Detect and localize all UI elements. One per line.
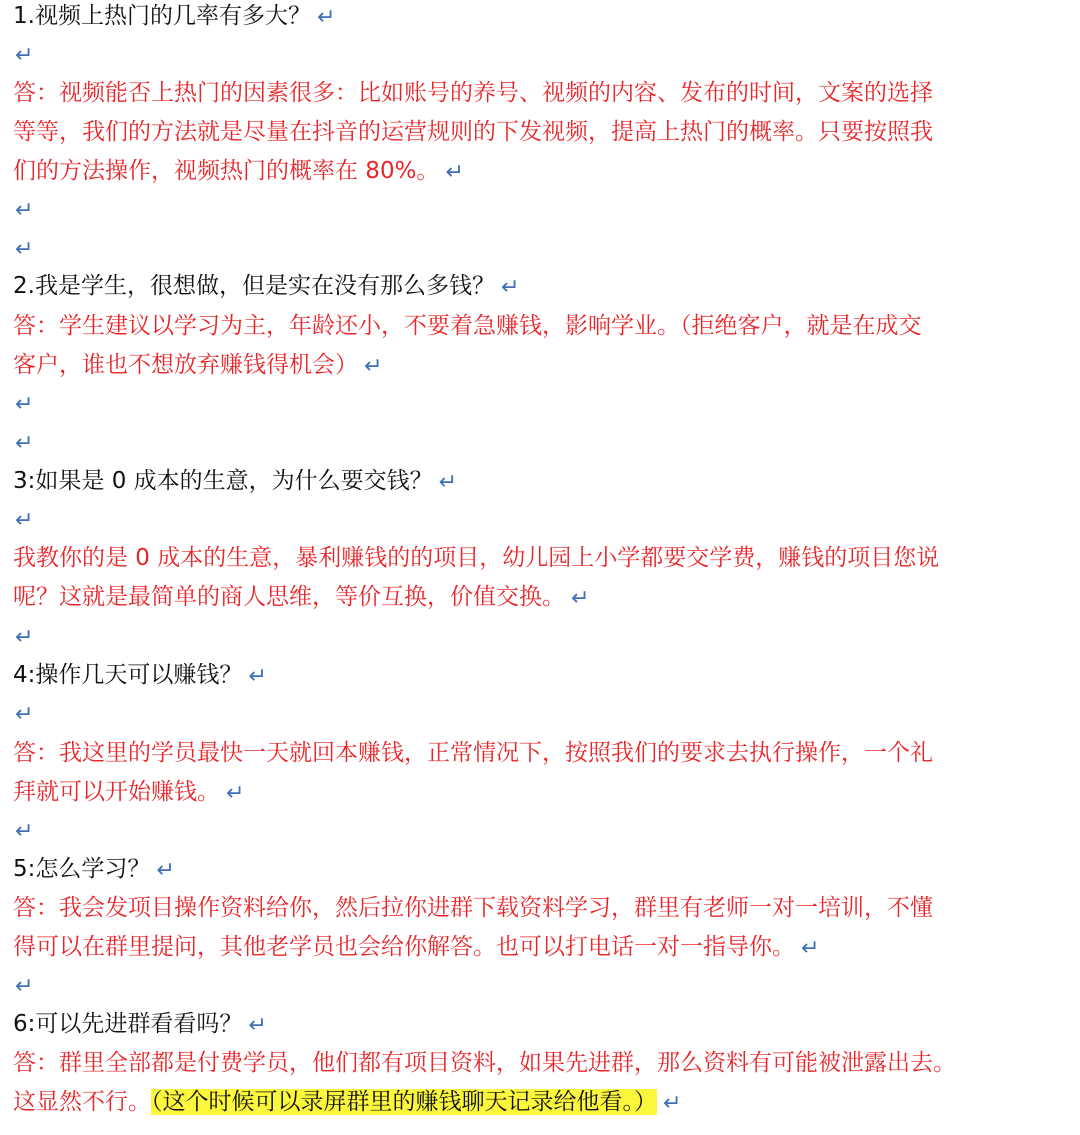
answer-text: 答：学生建议以学习为主，年龄还小，不要着急赚钱，影响学业。（拒绝客户，就是在成交 — [13, 313, 922, 339]
paragraph-mark-icon: ↵ — [438, 470, 458, 495]
paragraph-mark-icon: ↵ — [571, 586, 590, 611]
empty-line — [13, 500, 1065, 539]
answer-text: 客户，谁也不想放弃赚钱得机会） — [13, 352, 358, 378]
question-text: 1.视频上热门的几率有多大？ — [13, 3, 311, 29]
empty-line — [13, 966, 1065, 1005]
empty-line — [13, 617, 1065, 656]
answer-text: 拜就可以开始赚钱。 — [13, 779, 220, 805]
answer-3-line-1 — [13, 539, 1065, 578]
answer-text: 这显然不行。 — [13, 1089, 151, 1115]
paragraph-mark-icon: ↵ — [15, 819, 34, 844]
answer-text: 们的方法操作，视频热门的概率在 80%。 — [13, 158, 440, 184]
paragraph-mark-icon: ↵ — [15, 431, 34, 456]
paragraph-mark-icon: ↵ — [248, 1013, 267, 1038]
question-5 — [13, 850, 1065, 889]
empty-line — [13, 35, 1065, 74]
answer-4-line-2 — [13, 773, 1065, 812]
question-text: 2.我是学生，很想做，但是实在没有那么多钱？ — [13, 273, 495, 299]
paragraph-mark-icon: ↵ — [445, 160, 464, 185]
question-2 — [13, 267, 1065, 306]
paragraph-mark-icon: ↵ — [663, 1091, 682, 1116]
paragraph-mark-icon: ↵ — [15, 237, 34, 262]
answer-1-line-1 — [13, 74, 1065, 113]
answer-5-line-1 — [13, 889, 1065, 928]
empty-line — [13, 229, 1065, 268]
paragraph-mark-icon: ↵ — [15, 43, 34, 68]
answer-6-line-2 — [13, 1083, 1065, 1122]
answer-1-line-2 — [13, 113, 1065, 152]
answer-text: 答：群里全部都是付费学员，他们都有项目资料，如果先进群，那么资料有可能被泄露出去。 — [13, 1050, 956, 1076]
paragraph-mark-icon: ↵ — [15, 392, 34, 417]
paragraph-mark-icon: ↵ — [15, 625, 34, 650]
paragraph-mark-icon: ↵ — [248, 664, 267, 689]
paragraph-mark-icon: ↵ — [226, 781, 245, 806]
question-text: 3:如果是 0 成本的生意，为什么要交钱？ — [13, 468, 433, 494]
paragraph-mark-icon: ↵ — [15, 702, 34, 727]
answer-5-line-2 — [13, 928, 1065, 967]
answer-3-line-2 — [13, 578, 1065, 617]
paragraph-mark-icon: ↵ — [156, 858, 175, 883]
answer-1-line-3 — [13, 152, 1065, 191]
question-text: 4:操作几天可以赚钱？ — [13, 662, 243, 688]
answer-text: 答：我这里的学员最快一天就回本赚钱，正常情况下，按照我们的要求去执行操作，一个礼 — [13, 740, 933, 766]
paragraph-mark-icon: ↵ — [364, 354, 383, 379]
paragraph-mark-icon: ↵ — [15, 198, 34, 223]
paragraph-mark-icon: ↵ — [316, 5, 336, 30]
question-text: 6:可以先进群看看吗？ — [13, 1011, 243, 1037]
question-text: 5:怎么学习？ — [13, 856, 151, 882]
empty-line — [13, 190, 1065, 229]
answer-text: 答：我会发项目操作资料给你，然后拉你进群下载资料学习，群里有老师一对一培训，不懂 — [13, 895, 933, 921]
answer-2-line-2 — [13, 346, 1065, 385]
answer-6-line-1 — [13, 1044, 1065, 1083]
answer-text: 我教你的是 0 成本的生意，暴利赚钱的的项目，幼儿园上小学都要交学费，赚钱的项目您说 — [13, 545, 940, 571]
answer-text: 得可以在群里提问，其他老学员也会给你解答。也可以打电话一对一指导你。 — [13, 934, 795, 960]
answer-4-line-1 — [13, 734, 1065, 773]
answer-text: 等等，我们的方法就是尽量在抖音的运营规则的下发视频，提高上热门的概率。只要按照我 — [13, 119, 933, 145]
highlighted-note: （这个时候可以录屏群里的赚钱聊天记录给他看。） — [151, 1089, 657, 1115]
paragraph-mark-icon: ↵ — [500, 275, 520, 300]
answer-2-line-1 — [13, 307, 1065, 346]
empty-line — [13, 384, 1065, 423]
question-1 — [13, 0, 1065, 36]
question-4 — [13, 656, 1065, 695]
paragraph-mark-icon: ↵ — [15, 974, 34, 999]
answer-text: 呢？这就是最简单的商人思维，等价互换，价值交换。 — [13, 584, 565, 610]
empty-line — [13, 694, 1065, 733]
question-3 — [13, 462, 1065, 501]
answer-text: 答：视频能否上热门的因素很多：比如账号的养号、视频的内容、发布的时间，文案的选择 — [13, 80, 933, 106]
question-6 — [13, 1005, 1065, 1044]
paragraph-mark-icon: ↵ — [801, 936, 820, 961]
empty-line — [13, 811, 1065, 850]
empty-line — [13, 423, 1065, 462]
paragraph-mark-icon: ↵ — [15, 508, 34, 533]
